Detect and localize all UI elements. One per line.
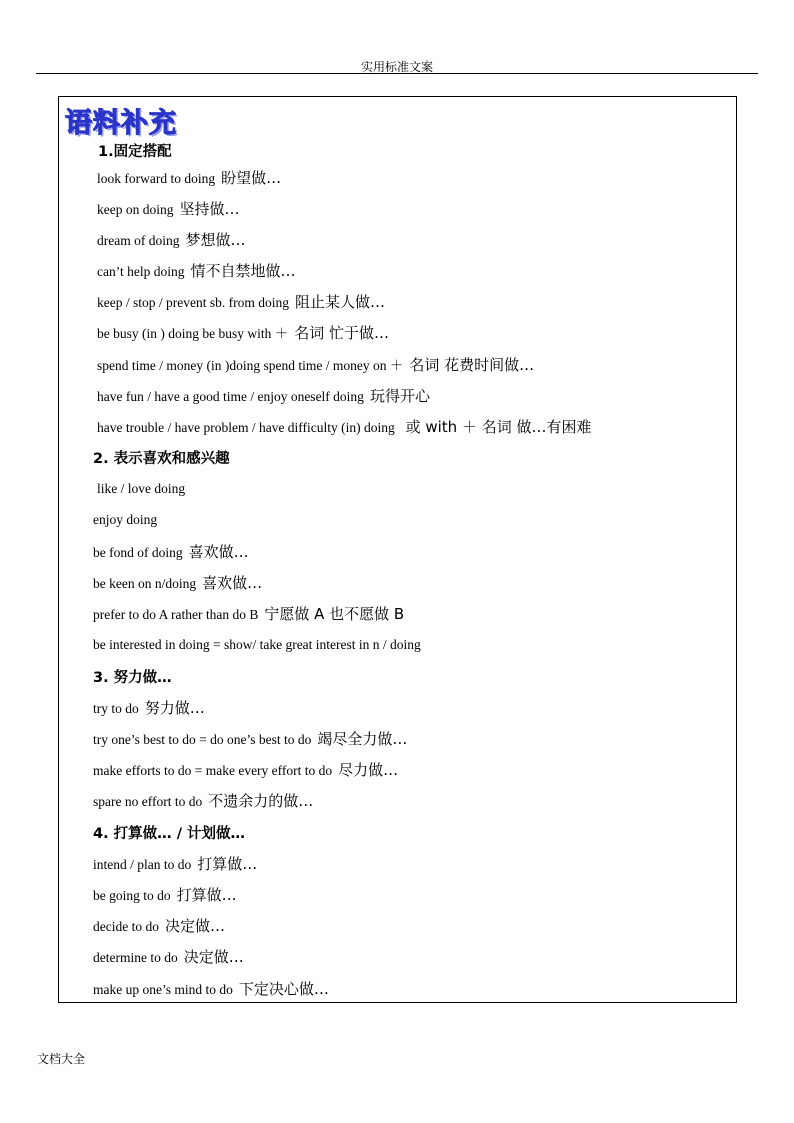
header-divider (36, 73, 758, 74)
list-item: be keen on n/doing 喜欢做… (93, 574, 263, 592)
list-item: keep / stop / prevent sb. from doing 阻止某人做… (97, 293, 385, 311)
list-item: keep on doing 坚持做… (97, 200, 240, 218)
list-item: be going to do 打算做… (93, 886, 237, 904)
list-item: look forward to doing 盼望做… (97, 169, 282, 187)
section-heading-intend-plan: 4. 打算做… / 计划做… (93, 826, 246, 842)
list-item: enjoy doing (93, 512, 158, 527)
page-header-title: 实用标准文案 (360, 60, 433, 74)
list-item: make up one’s mind to do 下定决心做… (93, 980, 329, 998)
corpus-title: 语料补充 (65, 108, 177, 139)
list-item: can’t help doing 情不自禁地做… (97, 262, 296, 280)
list-item: like / love doing (97, 481, 186, 496)
section-heading-likes-interests: 2. 表示喜欢和感兴趣 (93, 451, 230, 467)
list-item: spend time / money (in )doing spend time / money on ＋ 名词 花费时间做… (97, 356, 535, 374)
list-item: try one’s best to do = do one’s best to do 竭尽全力做… (93, 730, 408, 748)
corpus-box (58, 96, 737, 1003)
section-heading-fixed-phrases: 1.固定搭配 (98, 144, 172, 160)
list-item: intend / plan to do 打算做… (93, 855, 258, 873)
list-item: be interested in doing = show/ take great interest in n / doing (93, 637, 421, 652)
list-item: dream of doing 梦想做… (97, 231, 246, 249)
list-item: be busy (in ) doing be busy with ＋ 名词 忙于做… (97, 324, 390, 342)
list-item: have trouble / have problem / have difficulty (in) doing 或 with ＋ 名词 做…有困难 (97, 418, 592, 436)
list-item: have fun / have a good time / enjoy oneself doing 玩得开心 (97, 387, 430, 405)
list-item: make efforts to do = make every effort to do 尽力做… (93, 761, 399, 779)
page-footer-text: 文档大全 (37, 1052, 86, 1066)
list-item: determine to do 决定做… (93, 948, 244, 966)
list-item: spare no effort to do 不遗余力的做… (93, 792, 314, 810)
list-item: try to do 努力做… (93, 699, 205, 717)
section-heading-try-hard: 3. 努力做… (93, 670, 172, 686)
list-item: be fond of doing 喜欢做… (93, 543, 249, 561)
list-item: prefer to do A rather than do B 宁愿做 A 也不愿做 B (93, 605, 405, 623)
list-item: decide to do 决定做… (93, 917, 225, 935)
